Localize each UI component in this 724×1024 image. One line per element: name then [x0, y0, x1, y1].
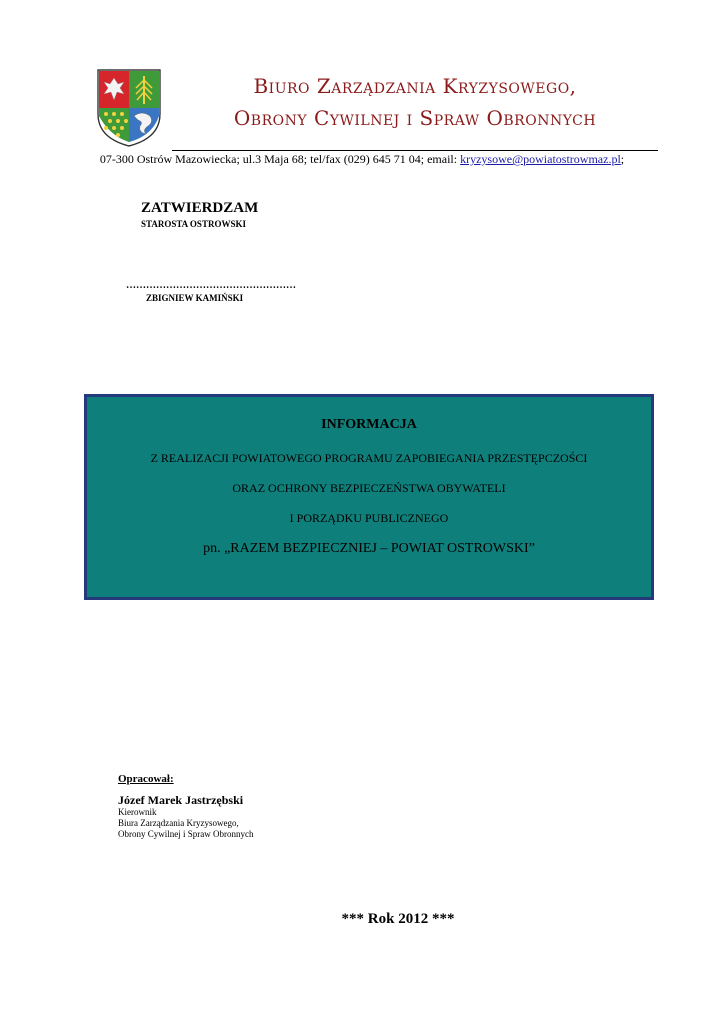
prepared-by-label: Opracował: [118, 773, 174, 785]
address-tail: ; [620, 152, 625, 166]
signer-name: ZBIGNIEW KAMIŃSKI [146, 293, 244, 303]
coat-of-arms-icon [96, 68, 162, 148]
preparer-role: Kierownik [118, 807, 157, 817]
page-title-line-1: Biuro Zarządzania Kryzysowego, [253, 74, 577, 98]
address-text: 07-300 Ostrów Mazowiecka; ul.3 Maja 68; tel/fax (029) 645 71 04; email: [99, 152, 461, 166]
approval-subheading: STAROSTA OSTROWSKI [141, 219, 246, 229]
preparer-name: Józef Marek Jastrzębski [118, 793, 244, 807]
year-line: *** Rok 2012 *** [341, 911, 455, 927]
page-title-line-2: Obrony Cywilnej i Spraw Obronnych [233, 106, 597, 130]
info-title: INFORMACJA [321, 417, 417, 432]
header-divider [172, 150, 658, 151]
signature-line: …………………………………………… [126, 280, 296, 291]
preparer-department-line-1: Biura Zarządzania Kryzysowego, [118, 818, 239, 828]
address-line [0, 152, 724, 167]
info-line-3: I PORZĄDKU PUBLICZNEGO [289, 511, 449, 525]
info-line-2: ORAZ OCHRONY BEZPIECZEŃSTWA OBYWATELI [232, 481, 506, 495]
preparer-department-line-2: Obrony Cywilnej i Spraw Obronnych [118, 829, 254, 839]
info-line-1: Z REALIZACJI POWIATOWEGO PROGRAMU ZAPOBIEGANIA PRZESTĘPCZOŚCI [150, 451, 588, 465]
info-line-4: pn. „RAZEM BEZPIECZNIEJ – POWIAT OSTROWSKI” [203, 541, 535, 556]
email-link[interactable]: kryzysowe@powiatostrowmaz.pl [460, 152, 621, 166]
approval-heading: ZATWIERDZAM [141, 200, 259, 216]
